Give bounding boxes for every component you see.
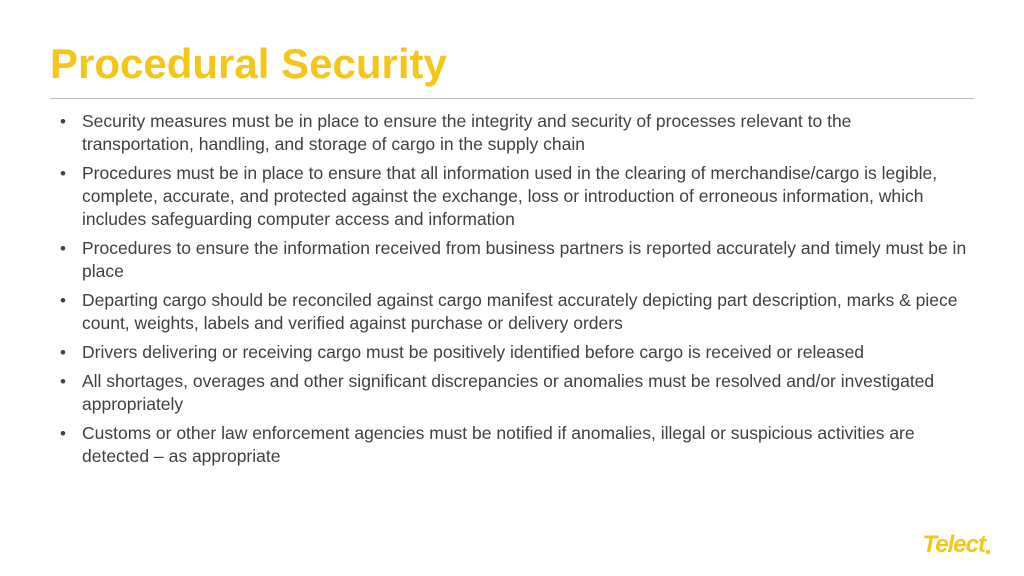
bullet-dot-icon: •: [60, 372, 66, 391]
logo-wordmark: Telect: [922, 531, 985, 558]
bullet-dot-icon: •: [60, 343, 66, 362]
title-divider: [50, 98, 974, 99]
bullet-dot-icon: •: [60, 112, 66, 131]
bullet-text: All shortages, overages and other significant discrepancies or anomalies must be resolved and/or investigated appropriately: [82, 371, 935, 414]
slide-title: Procedural Security: [50, 40, 447, 87]
bullet-item: [58, 341, 968, 364]
bullet-text: Drivers delivering or receiving cargo must be positively identified before cargo is received or released: [82, 342, 865, 362]
bullet-text: Customs or other law enforcement agencies must be notified if anomalies, illegal or suspicious activities are detected – as appropriate: [82, 423, 915, 466]
telect-logo: [923, 532, 990, 558]
bullet-dot-icon: •: [60, 239, 66, 258]
bullet-list: [58, 110, 968, 474]
bullet-item: [58, 370, 968, 416]
bullet-text: Procedures must be in place to ensure that all information used in the clearing of merchandise/cargo is legible, complete, accurate, and protected against the exchange, loss or introduction of erroneous information, which includes safeguarding computer access and information: [82, 163, 938, 229]
bullet-text: Security measures must be in place to ensure the integrity and security of processes relevant to the transportation, handling, and storage of cargo in the supply chain: [82, 111, 852, 154]
bullet-text: Departing cargo should be reconciled against cargo manifest accurately depicting part description, marks & piece count, weights, labels and verified against purchase or delivery orders: [82, 290, 958, 333]
bullet-item: [58, 289, 968, 335]
bullet-item: [58, 237, 968, 283]
bullet-text: Procedures to ensure the information received from business partners is reported accurately and timely must be in place: [82, 238, 967, 281]
bullet-item: [58, 110, 968, 156]
logo-dot-icon: [986, 550, 990, 554]
bullet-dot-icon: •: [60, 164, 66, 183]
bullet-item: [58, 162, 968, 231]
bullet-dot-icon: •: [60, 291, 66, 310]
bullet-item: [58, 422, 968, 468]
bullet-dot-icon: •: [60, 424, 66, 443]
